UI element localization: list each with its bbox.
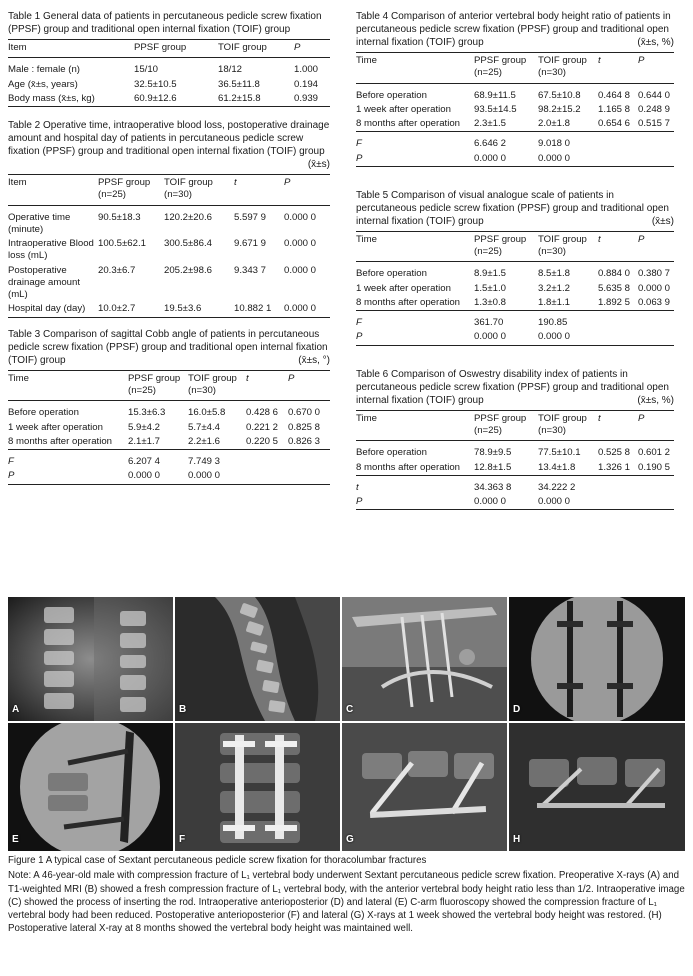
column-header: TOIF group (n=30)	[538, 233, 587, 258]
table-1	[8, 10, 330, 107]
table-cell: P	[8, 470, 15, 482]
column-header: TOIF group (n=30)	[164, 177, 213, 201]
column-header: P	[638, 55, 645, 66]
table-cell	[598, 152, 638, 167]
column-header: t	[598, 55, 601, 66]
table-cell: 190.85	[538, 317, 568, 329]
table-row	[8, 58, 330, 78]
table-cell: P	[356, 152, 363, 164]
panel-b-mri	[175, 597, 340, 721]
table-cell: 0.000 0	[128, 470, 161, 482]
data-table	[8, 174, 330, 318]
table-cell: 68.9±11.5	[474, 89, 516, 101]
table-cell: 0.000 0	[284, 211, 317, 223]
panel-label: C	[346, 704, 354, 716]
table-cell: 1 week after operation	[356, 103, 451, 115]
column-header: TOIF group (n=30)	[538, 55, 587, 79]
column-header: t	[598, 412, 601, 424]
table-cell: 9.671 9	[234, 238, 267, 250]
table-row	[356, 330, 674, 345]
table-row	[8, 469, 330, 484]
table-row	[356, 83, 674, 103]
table-cell: 0.826 3	[288, 435, 321, 447]
table-cell: 0.190 5	[638, 461, 671, 473]
table-cell: 7.749 3	[188, 456, 221, 468]
table-cell: 3.2±1.2	[538, 282, 570, 294]
table-cell: 1.326 1	[598, 461, 631, 473]
table-cell: 2.1±1.7	[128, 435, 160, 447]
table-cell: 15/10	[134, 64, 159, 76]
mri-image	[175, 597, 340, 721]
table-row	[356, 475, 674, 495]
table-cell: P	[356, 331, 363, 343]
table-row	[8, 401, 330, 421]
fluoroscopy-image	[8, 723, 173, 851]
table-cell: 8 months after operation	[356, 296, 460, 308]
table-row	[356, 296, 674, 311]
table-row	[356, 441, 674, 461]
table-cell: 1.5±1.0	[474, 282, 506, 294]
table-row	[356, 132, 674, 152]
table-cell: Hospital day (day)	[8, 303, 86, 315]
table-cell	[638, 475, 674, 495]
table-cell: 10.882 1	[234, 303, 272, 315]
table-cell: 0.644 0	[638, 89, 671, 101]
table-cell: 36.5±11.8	[218, 78, 260, 90]
table-cell	[288, 450, 330, 470]
panel-f-xray	[175, 723, 340, 851]
table-cell: 67.5±10.8	[538, 89, 581, 101]
table-row	[8, 78, 330, 92]
table-cell: 0.000 0	[474, 496, 507, 508]
table-row	[8, 205, 330, 237]
table-cell: 1.8±1.1	[538, 296, 570, 308]
table-cell: 6.646 2	[474, 138, 507, 150]
table-cell: 2.2±1.6	[188, 435, 220, 447]
data-table	[8, 39, 330, 107]
table-cell: 0.000 0	[474, 152, 507, 164]
table-5	[356, 189, 674, 346]
column-header: Time	[8, 372, 29, 384]
left-column	[8, 10, 330, 485]
table-cell	[638, 311, 674, 331]
table-cell: 61.2±15.8	[218, 92, 261, 104]
panel-label: G	[346, 834, 354, 846]
panel-label: D	[513, 704, 521, 716]
table-cell: 5.597 9	[234, 211, 267, 223]
table-cell: 0.000 0	[538, 331, 571, 343]
table-cell: 98.2±15.2	[538, 103, 581, 115]
table-cell: 0.000 0	[284, 303, 317, 315]
table-row	[356, 117, 674, 132]
table-cell: 8 months after operation	[356, 461, 460, 473]
table-row	[8, 302, 330, 317]
figure-caption	[8, 854, 685, 936]
column-header: PPSF group (n=25)	[474, 55, 527, 79]
column-header: P	[294, 42, 301, 53]
table-cell: 32.5±10.5	[134, 78, 177, 90]
table-cell: F	[356, 138, 362, 150]
table-row	[8, 92, 330, 107]
column-header: PPSF group (n=25)	[474, 412, 527, 436]
table-cell: 0.248 9	[638, 103, 671, 115]
panel-label: B	[179, 704, 187, 716]
table-6	[356, 368, 674, 511]
table-cell	[246, 450, 288, 470]
table-row	[8, 264, 330, 303]
panel-label: E	[12, 834, 19, 846]
table-cell: 10.0±2.7	[98, 303, 136, 315]
table-2	[8, 119, 330, 318]
column-header: PPSF group (n=25)	[128, 372, 181, 396]
table-cell	[246, 469, 288, 484]
table-row	[356, 152, 674, 167]
column-header: Time	[356, 412, 377, 424]
table-cell: 0.515 7	[638, 118, 671, 130]
table-cell: 20.3±6.7	[98, 264, 136, 276]
table-row	[356, 495, 674, 510]
xray-image	[342, 723, 507, 851]
data-table	[356, 410, 674, 511]
panel-h-xray	[509, 723, 685, 851]
table-cell: 1.165 8	[598, 103, 631, 115]
table-cell	[598, 311, 638, 331]
table-cell: 5.635 8	[598, 282, 631, 294]
table-cell: 1 week after operation	[8, 421, 103, 433]
xray-image	[509, 723, 685, 851]
table-cell: 0.000 0	[638, 282, 671, 294]
table-cell	[638, 132, 674, 152]
table-cell: F	[8, 456, 14, 468]
column-header: TOIF group	[218, 42, 267, 53]
table-cell: 0.000 0	[538, 496, 571, 508]
table-cell: P	[356, 496, 363, 508]
table-cell: 0.601 2	[638, 447, 671, 459]
table-cell: 13.4±1.8	[538, 461, 576, 473]
intraoperative-photo	[342, 597, 507, 721]
table-cell: 0.825 8	[288, 421, 321, 433]
table-cell: 18/12	[218, 64, 243, 76]
panel-label: H	[513, 834, 521, 846]
column-header: t	[234, 177, 237, 189]
table-title: Table 1 General data of patients in percutaneous pedicle screw fixation (PPSF) group and traditional open internal fixation (TOIF) group	[8, 11, 322, 35]
table-cell: Before operation	[356, 89, 427, 101]
column-header: PPSF group	[134, 42, 187, 53]
table-cell: Postoperative drainage amount (mL)	[8, 264, 81, 301]
column-header: Time	[356, 55, 377, 66]
table-cell: 8.5±1.8	[538, 268, 570, 280]
table-unit: (x̄±s, %)	[637, 394, 674, 406]
fluoroscopy-image	[509, 597, 685, 721]
table-cell: 0.000 0	[284, 264, 317, 276]
table-cell: 16.0±5.8	[188, 407, 226, 419]
table-cell: Before operation	[8, 407, 79, 419]
table-cell: 0.000 0	[284, 238, 317, 250]
table-cell: 0.464 8	[598, 89, 631, 101]
table-cell: 2.0±1.8	[538, 118, 570, 130]
table-cell: t	[356, 481, 359, 493]
table-cell: Male : female (n)	[8, 64, 80, 76]
table-cell	[598, 132, 638, 152]
table-cell: 0.525 8	[598, 447, 631, 459]
table-cell: 9.343 7	[234, 264, 267, 276]
column-header: P	[638, 233, 645, 245]
panel-e-fluoroscopy	[8, 723, 173, 851]
table-cell: 0.670 0	[288, 407, 321, 419]
table-cell: 1.000	[294, 64, 319, 76]
caption-note: Note: A 46-year-old male with compression fracture of L₁ vertebral body underwent Sextant percutaneous pedicle screw fixation. Preoperative X-rays (A) and T1-weighted MRI (B) showed a fresh compression fracture of L₁ vertebral body, with the anterior vertebral body height ratio less than 1/2. Intraoperative image (C) showed the process of inserting the rod. Intraoperative anterioposterior (D) and lateral (E) C-arm fluoroscopy showed the compression fracture of L₁ vertebral body had been reduced. Postoperative anterioposterior (F) and lateral (G) X-rays at 1 week showed the vertebral body height was restored. (H) Postoperative lateral X-ray at 8 months showed the vertebral body height was maintained well.	[8, 870, 685, 935]
table-cell: 0.000 0	[538, 152, 571, 164]
table-cell: 300.5±86.4	[164, 238, 212, 250]
table-cell: 0.000 0	[474, 331, 507, 343]
table-cell: 0.380 7	[638, 268, 671, 280]
table-cell: 6.207 4	[128, 456, 161, 468]
table-cell: Operative time (minute)	[8, 211, 71, 235]
table-row	[8, 435, 330, 450]
panel-label: F	[179, 834, 186, 846]
data-table	[8, 370, 330, 485]
column-header: t	[598, 233, 601, 245]
panel-label: A	[12, 704, 20, 716]
table-row	[356, 262, 674, 282]
table-cell: 361.70	[474, 317, 504, 329]
table-cell	[638, 330, 674, 345]
table-cell: 0.884 0	[598, 268, 631, 280]
data-table	[356, 231, 674, 346]
table-cell: 1.3±0.8	[474, 296, 506, 308]
table-cell	[638, 495, 674, 510]
column-header: PPSF group (n=25)	[474, 233, 527, 258]
table-cell: Intraoperative Blood loss (mL)	[8, 238, 94, 262]
table-cell	[598, 330, 638, 345]
table-cell: 0.194	[294, 78, 319, 90]
table-cell: 0.939	[294, 92, 319, 104]
column-header: PPSF group (n=25)	[98, 177, 151, 201]
table-row	[8, 450, 330, 470]
table-cell: Body mass (x̄±s, kg)	[8, 92, 95, 104]
panel-c-photo	[342, 597, 507, 721]
table-row	[8, 237, 330, 264]
table-cell: 60.9±12.6	[134, 92, 177, 104]
table-cell: 19.5±3.6	[164, 303, 202, 315]
table-title: Table 3 Comparison of sagittal Cobb angle of patients in percutaneous pedicle screw fixation (PPSF) group and traditional open internal fixation (TOIF) group	[8, 328, 328, 366]
table-title: Table 6 Comparison of Oswestry disability index of patients in percutaneous pedicle screw fixation (PPSF) group and traditional open internal fixation (TOIF) group	[356, 368, 669, 406]
table-cell: 1.892 5	[598, 296, 631, 308]
table-unit: (x̄±s, °)	[298, 354, 330, 366]
table-cell: 0.063 9	[638, 296, 671, 308]
table-row	[356, 311, 674, 331]
table-cell: 1 week after operation	[356, 282, 451, 294]
table-row	[8, 421, 330, 435]
table-cell: 205.2±98.6	[164, 264, 212, 276]
table-title: Table 2 Operative time, intraoperative blood loss, postoperative drainage amount and hospital day of patients in percutaneous pedicle screw fixation (PPSF) group and traditional open internal fixation (TOIF) group	[8, 120, 330, 158]
right-column	[356, 10, 674, 510]
table-unit: (x̄±s)	[651, 215, 674, 227]
panel-d-fluoroscopy	[509, 597, 685, 721]
column-header: TOIF group (n=30)	[188, 372, 237, 396]
table-cell: F	[356, 317, 362, 329]
panel-a-xray	[8, 597, 173, 721]
table-unit: (x̄±s)	[307, 159, 330, 171]
caption-title: Figure 1 A typical case of Sextant percutaneous pedicle screw fixation for thoracolumbar fractures	[8, 855, 427, 866]
table-cell: 120.2±20.6	[164, 211, 212, 223]
table-cell: 93.5±14.5	[474, 103, 517, 115]
table-cell: 15.3±6.3	[128, 407, 166, 419]
table-cell: Age (x̄±s, years)	[8, 78, 78, 90]
table-cell: 0.000 0	[188, 470, 221, 482]
table-unit: (x̄±s, %)	[637, 37, 674, 48]
table-cell: Before operation	[356, 447, 427, 459]
table-row	[356, 461, 674, 476]
column-header: P	[638, 412, 645, 424]
table-cell: 5.9±4.2	[128, 421, 160, 433]
column-header: Item	[8, 42, 27, 53]
table-title: Table 4 Comparison of anterior vertebral body height ratio of patients in percutaneous pedicle screw fixation (PPSF) group and traditional open internal fixation (TOIF) group	[356, 11, 671, 48]
table-row	[356, 282, 674, 296]
table-title: Table 5 Comparison of visual analogue scale of patients in percutaneous pedicle screw fixation (PPSF) group and traditional open internal fixation (TOIF) group	[356, 189, 669, 227]
table-cell: 100.5±62.1	[98, 238, 146, 250]
table-cell	[638, 152, 674, 167]
table-cell: 90.5±18.3	[98, 211, 141, 223]
panel-g-xray	[342, 723, 507, 851]
table-row	[356, 103, 674, 117]
column-header: TOIF group (n=30)	[538, 412, 587, 436]
table-cell: 12.8±1.5	[474, 461, 512, 473]
table-cell: 0.221 2	[246, 421, 279, 433]
table-cell: 2.3±1.5	[474, 118, 506, 130]
table-cell	[598, 495, 638, 510]
table-cell: 9.018 0	[538, 138, 571, 150]
table-4	[356, 10, 674, 167]
table-cell	[288, 469, 330, 484]
table-cell: 0.220 5	[246, 435, 279, 447]
table-cell: 0.428 6	[246, 407, 279, 419]
table-cell: 5.7±4.4	[188, 421, 220, 433]
table-cell: 34.363 8	[474, 481, 512, 493]
column-header: t	[246, 372, 249, 384]
table-cell: 8 months after operation	[8, 435, 112, 447]
table-cell: 0.654 6	[598, 118, 631, 130]
table-cell	[598, 475, 638, 495]
column-header: Time	[356, 233, 377, 245]
xray-image	[8, 597, 173, 721]
table-cell: 34.222 2	[538, 481, 576, 493]
data-table	[356, 52, 674, 167]
xray-image	[175, 723, 340, 851]
column-header: P	[284, 177, 291, 189]
column-header: P	[288, 372, 295, 384]
table-3	[8, 328, 330, 485]
table-cell: Before operation	[356, 268, 427, 280]
table-cell: 77.5±10.1	[538, 447, 581, 459]
table-cell: 8 months after operation	[356, 118, 460, 130]
column-header: Item	[8, 177, 27, 189]
table-cell: 78.9±9.5	[474, 447, 512, 459]
table-cell: 8.9±1.5	[474, 268, 506, 280]
